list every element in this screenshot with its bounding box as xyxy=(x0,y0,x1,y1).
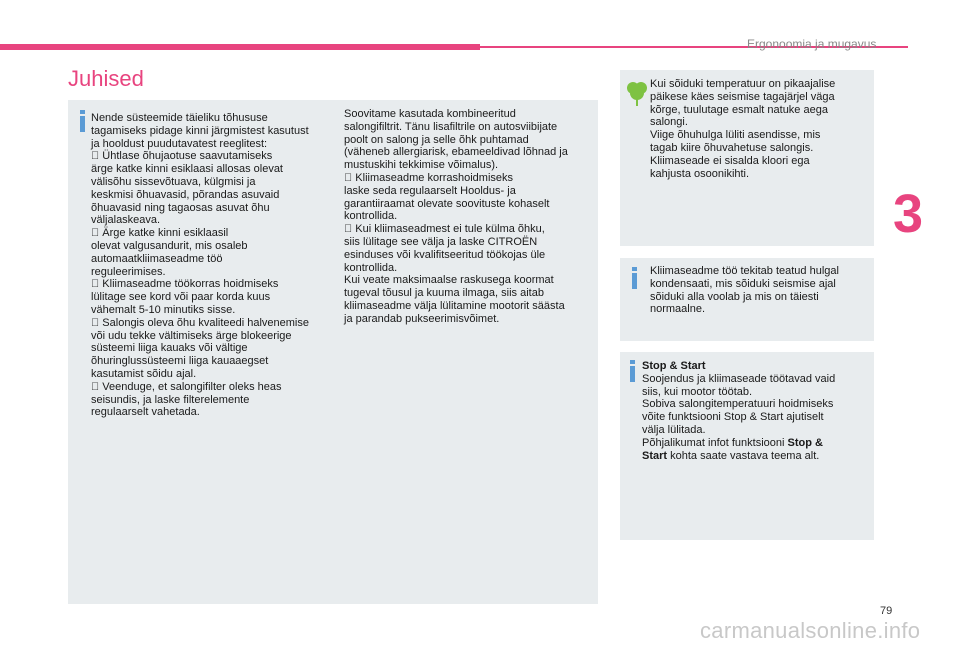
watermark: carmanualsonline.info xyxy=(700,618,921,643)
section-title: Ergonoomia ja mugavus xyxy=(747,37,877,51)
stop-start-bold-ref: Stop & Start xyxy=(642,436,823,462)
stop-start-heading: Stop & Start xyxy=(642,360,706,372)
page-title: Juhised xyxy=(68,66,144,91)
stop-start-body-end: kohta saate vastava teema alt. xyxy=(667,449,820,462)
condensation-text: Kliimaseadme töö tekitab teatud hulgal kondensaati, mis sõiduki seismise ajal sõiduki alla voolab ja mis on täiesti normaalne. xyxy=(650,265,839,316)
info-icon xyxy=(76,110,90,132)
info-icon xyxy=(626,360,640,382)
main-col2-text: Soovitame kasutada kombineeritud salongifiltrit. Tänu lisafiltrile on autosviibijate poolt on salong ja selle õhk puhtamad (väheneb allergiarisk, ebameeldivad lõhnad ja mustuskihi tekkimise võimalus). Kliimaseadme korrashoidmiseks laske seda regulaarselt Hooldus- ja garantiiraamat olevate soovituste kohaselt kontrollida. Kui kliimaseadmest ei tule külma õhku, siis lülitage see välja ja laske CITROËN esinduses või kvalifitseeritud töökojas üle kontrollida. Kui veate maksimaalse raskusega koormat tugeval tõusul ja kuuma ilmaga, siis aitab kliimaseadme välja lülitamine mootorit säästa ja parandab pukseerimisvõimet. xyxy=(344,108,568,325)
info-icon xyxy=(628,267,642,289)
page-number: 79 xyxy=(880,605,893,617)
eco-leaf-icon xyxy=(626,80,648,106)
accent-bar xyxy=(0,44,480,50)
stop-start-body: Soojendus ja kliimaseade töötavad vaid siis, kui mootor töötab. Sobiva salongitemperatuuri hoidmiseks võite funktsiooni Stop & Start ajutiselt välja lülitada. Põhjalikumat infot funktsiooni xyxy=(642,372,836,449)
main-col1-text: Nende süsteemide täieliku tõhususe tagamiseks pidage kinni järgmistest kasutust ja hooldust puudutavatest reeglitest: Ühtlase õhujaotuse saavutamiseks ärge katke kinni esiklaasi allosas olevat välisõhu sissevõtuava, külgmisi ja keskmisi õhuavasid, põrandas asuvaid õhuavasid ning tagaosas asuvat õhu väljalaskeava. Ärge katke kinni esiklaasil olevat valgusandurit, mis osaleb automaatkliimaseadme töö reguleerimises. Kliimaseadme töökorras hoidmiseks lülitage see kord või paar korda kuus vähemalt 5-10 minutiks sisse. Salongis oleva õhu kvaliteedi halvenemise või udu tekke vältimiseks ärge blokeerige süsteemi liiga kauaks või vältige õhuringlussüsteemi liiga kauaaegset kasutamist sõidu ajal. Veenduge, et salongifilter oleks heas seisundis, ja laske filterelemente regulaarselt vahetada. xyxy=(91,112,309,419)
chapter-number: 3 xyxy=(893,184,924,244)
eco-text: Kui sõiduki temperatuur on pikaajalise päikese käes seismise tagajärjel väga kõrge, tuulutage esmalt natuke aega salongi. Viige õhuhulga lüliti asendisse, mis tagab kiire õhuvahetuse salongis. Kliimaseade ei sisalda kloori ega kahjusta osoonikihti. xyxy=(650,78,836,180)
stop-start-text xyxy=(642,360,868,462)
